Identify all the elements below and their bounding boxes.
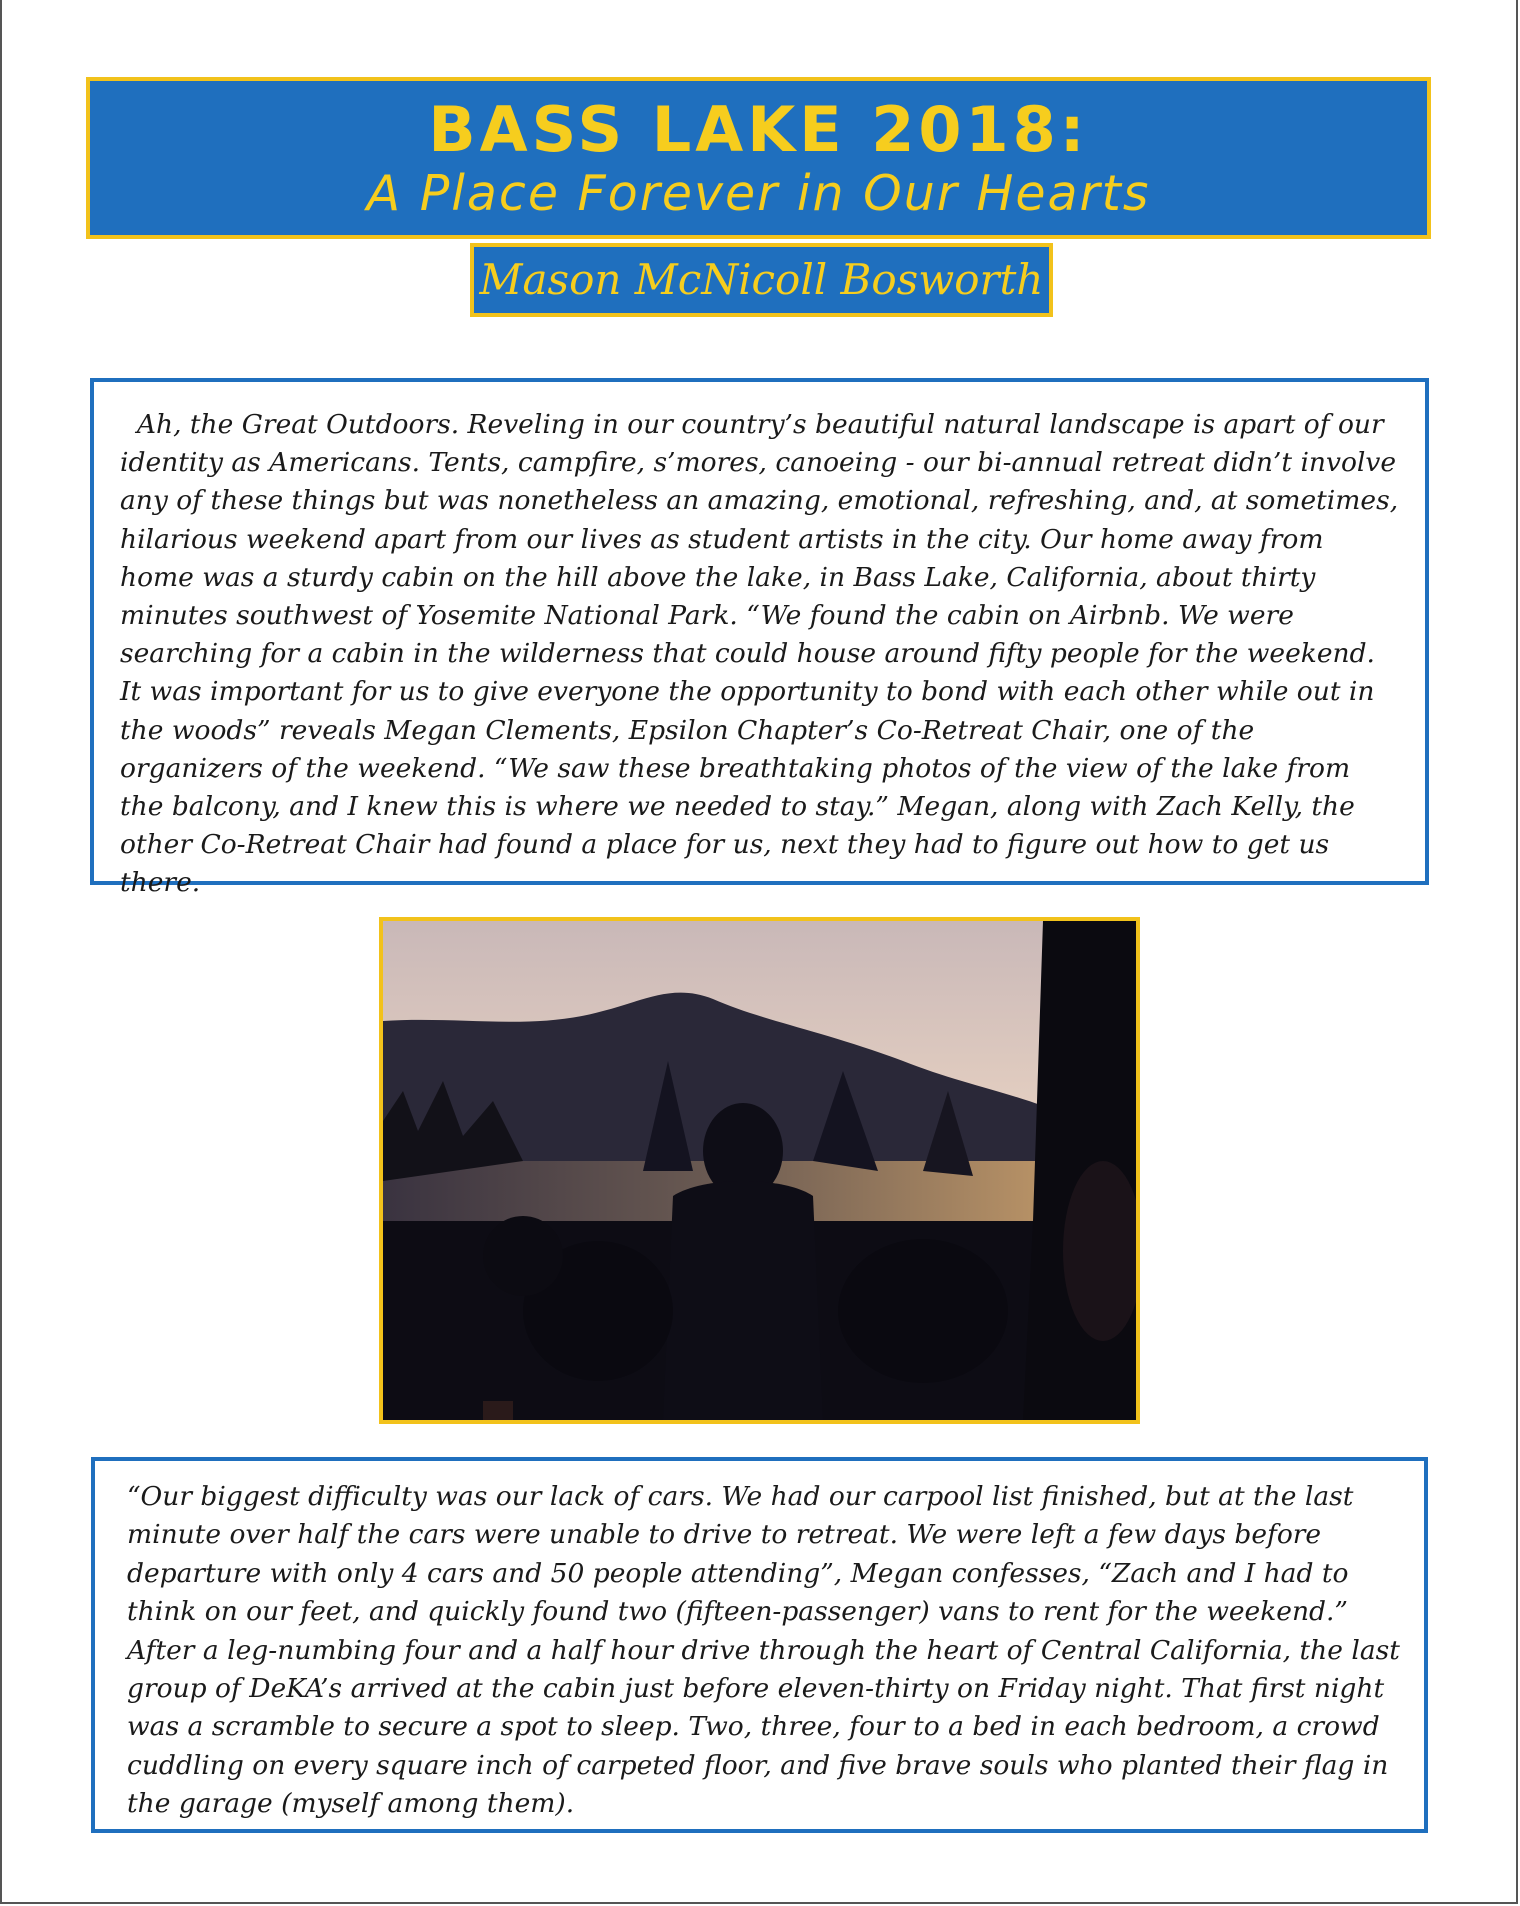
article-subtitle: A Place Forever in Our Hearts: [366, 165, 1151, 222]
author-byline: [470, 243, 1053, 317]
text-box-intro: [90, 378, 1429, 899]
title-banner: [86, 77, 1431, 239]
lake-sunset-photo: [379, 917, 1140, 1424]
paragraph-travel: “Our biggest difficulty was our lack of cars. We had our carpool list finished, but at the last minute over half the cars were unable to drive to retreat. We were left a few days before departure with only 4 cars and 50 people attending”, Megan confesses, “Zach and I had to think on our feet, and quickly found two (fifteen-passenger) vans to rent for the weekend.” After a leg-numbing four and a half hour drive through the heart of Central California, the last group of DeKA’s arrived at the cabin just before eleven-thirty on Friday night. That first night was a scramble to secure a spot to sleep. Two, three, four to a bed in each bedroom, a crowd cuddling on every square inch of carpeted floor, and five brave souls who planted their flag in the garage (myself among them).: [127, 1481, 1400, 1820]
text-box-travel: [91, 1457, 1428, 1833]
article-title: BASS LAKE 2018:: [428, 93, 1089, 166]
paragraph-intro: Ah, the Great Outdoors. Reveling in our country’s beautiful natural landscape is apart of our identity as Americans. Tents, campfire, s’mores, canoeing - our bi-annual retreat didn’t involve any of these things but was nonetheless an amazing, emotional, refreshing, and, at sometimes, hilarious weekend apart from our lives as student artists in the city. Our home away from home was a sturdy cabin on the hill above the lake, in Bass Lake, California, about thirty minutes southwest of Yosemite National Park. “We found the cabin on Airbnb. We were searching for a cabin in the wilderness that could house around fifty people for the weekend. It was important for us to give everyone the opportunity to bond with each other while out in the woods” reveals Megan Clements, Epsilon Chapter’s Co-Retreat Chair, one of the organizers of the weekend. “We saw these breathtaking photos of the view of the lake from the balcony, and I knew this is where we needed to stay.” Megan, along with Zach Kelly, the other Co-Retreat Chair had found a place for us, next they had to figure out how to get us there.: [120, 409, 1407, 899]
author-name: Mason McNicoll Bosworth: [479, 255, 1044, 304]
photo-illustration: [383, 921, 1136, 1420]
